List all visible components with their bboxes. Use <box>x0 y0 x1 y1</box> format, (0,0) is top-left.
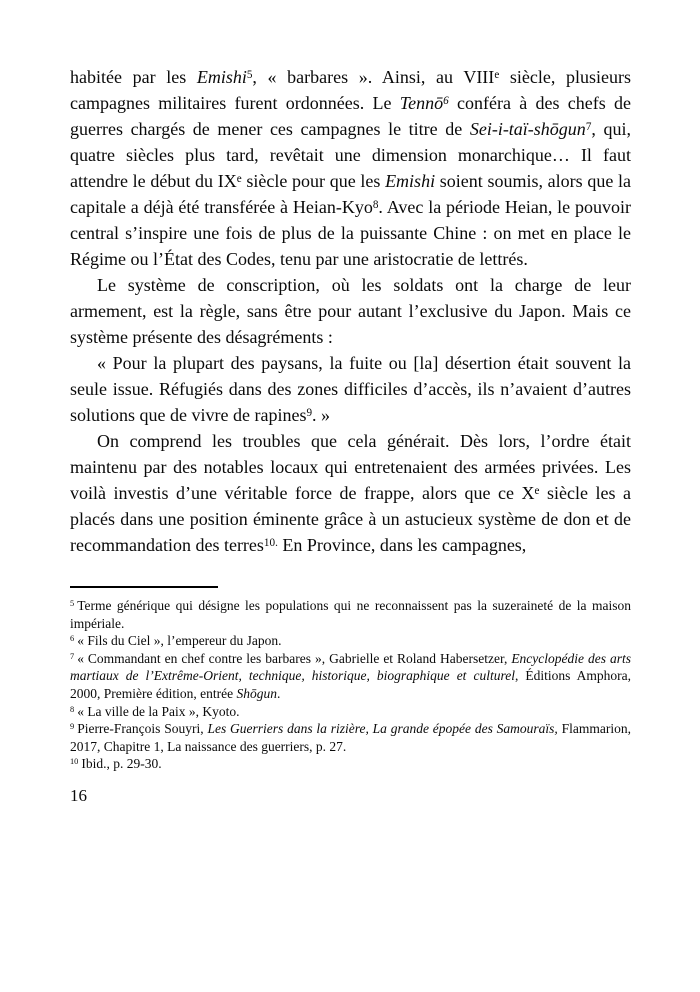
text-run: . Avec la période Heian, le pouvoir central s’inspire une fois de plus de la puissante Chine : on met en place le Régime ou l’État des Codes, tenu par une aristocratie de lettrés. <box>70 197 631 269</box>
paragraph <box>70 428 631 558</box>
text-run: . <box>276 685 281 701</box>
text-run: Sei-i-taï-shōgun <box>469 119 586 139</box>
footnote-ref: 6 <box>443 94 449 107</box>
footnote <box>70 755 631 773</box>
text-run: Ibid., p. 29-30. <box>81 756 162 772</box>
text-run: Flammarion, 2017, Chapitre 1, La naissance des guerriers, p. 27. <box>70 721 631 754</box>
text-run: , Éditions Amphora, 2000, Première édition, entrée <box>70 668 631 701</box>
text-run: siècle, plusieurs campagnes militaires furent ordonnées. Le <box>70 67 631 113</box>
text-run: conféra à des chefs de guerres chargés de mener ces campagnes le titre de <box>70 93 632 139</box>
text-run: . » <box>312 405 331 425</box>
text-run: Encyclopédie des arts martiaux de l’Extrême-Orient, technique, historique, biographique et culturel <box>70 650 631 684</box>
footnote-ref: e <box>236 172 242 185</box>
main-text <box>70 64 631 558</box>
footnote-number: 7 <box>70 651 75 661</box>
text-run: siècle les a placés dans une position éminente grâce à un astucieux système de don et de recommandation des terres <box>70 483 631 555</box>
text-run: siècle pour que les <box>241 171 386 191</box>
text-run: En Province, dans les campagnes, <box>277 535 527 555</box>
paragraph <box>70 350 631 428</box>
footnote <box>70 597 631 632</box>
footnote-ref: 8 <box>372 198 379 211</box>
text-run: Les Guerriers dans la rizière, La grande épopée des Samouraïs, <box>207 721 558 737</box>
text-run: Emishi <box>196 67 247 87</box>
footnote-ref: e <box>494 68 500 81</box>
text-run: « Pour la plupart des paysans, la fuite ou [la] désertion était souvent la seule issue. Réfugiés dans des zones difficiles d’accès, ils n’avaient d’autres solutions que de vivre de rapines <box>70 353 631 425</box>
text-run: « Commandant en chef contre les barbares », Gabrielle et Roland Habersetzer, <box>77 650 512 666</box>
footnote-ref: 7 <box>585 120 592 133</box>
footnote <box>70 650 631 703</box>
footnote-number: 8 <box>70 704 75 714</box>
text-run: Pierre-François Souyri, <box>77 721 208 737</box>
text-run: , « barbares ». Ainsi, au VIII <box>252 67 495 87</box>
footnote-ref: e <box>534 484 540 497</box>
text-run: « La ville de la Paix », Kyoto. <box>77 703 240 719</box>
text-run: Emishi <box>385 171 436 191</box>
page-number: 16 <box>70 785 87 805</box>
text-run: Shōgun <box>236 685 277 701</box>
text-run: Tennō <box>399 93 444 113</box>
footnote-number: 10 <box>70 757 79 767</box>
footnote-ref: 10. <box>263 536 278 549</box>
text-run: soient soumis, alors que la capitale a déjà été transférée à Heian-Kyo <box>70 171 632 217</box>
footnote-ref: 5 <box>246 68 253 81</box>
footnotes-section <box>70 597 631 773</box>
footnote <box>70 632 631 650</box>
text-run: , qui, quatre siècles plus tard, revêtait une dimension monarchique… Il faut attendre le début du IX <box>70 119 631 191</box>
footnote-ref: 9 <box>306 406 313 419</box>
footnote-number: 5 <box>70 598 75 608</box>
footnote-number: 6 <box>70 634 75 644</box>
text-run: Le système de conscription, où les soldats ont la charge de leur armement, est la règle, sans être pour autant l’exclusive du Japon. Mais ce système présente des désagréments : <box>70 275 631 347</box>
text-run: « Fils du Ciel », l’empereur du Japon. <box>77 633 282 649</box>
text-run: habitée par les <box>70 67 197 87</box>
footnote-separator <box>70 586 218 588</box>
text-run: Terme générique qui désigne les populations qui ne reconnaissent pas la suzeraineté de la maison impériale. <box>70 598 631 631</box>
footnote <box>70 703 631 721</box>
footnote-number: 9 <box>70 722 75 732</box>
paragraph <box>70 64 631 272</box>
paragraph <box>70 272 631 350</box>
text-run: On comprend les troubles que cela générait. Dès lors, l’ordre était maintenu par des notables locaux qui entretenaient des armées privées. Les voilà investis d’une véritable force de frappe, alors que ce X <box>70 431 631 503</box>
footnote <box>70 720 631 755</box>
